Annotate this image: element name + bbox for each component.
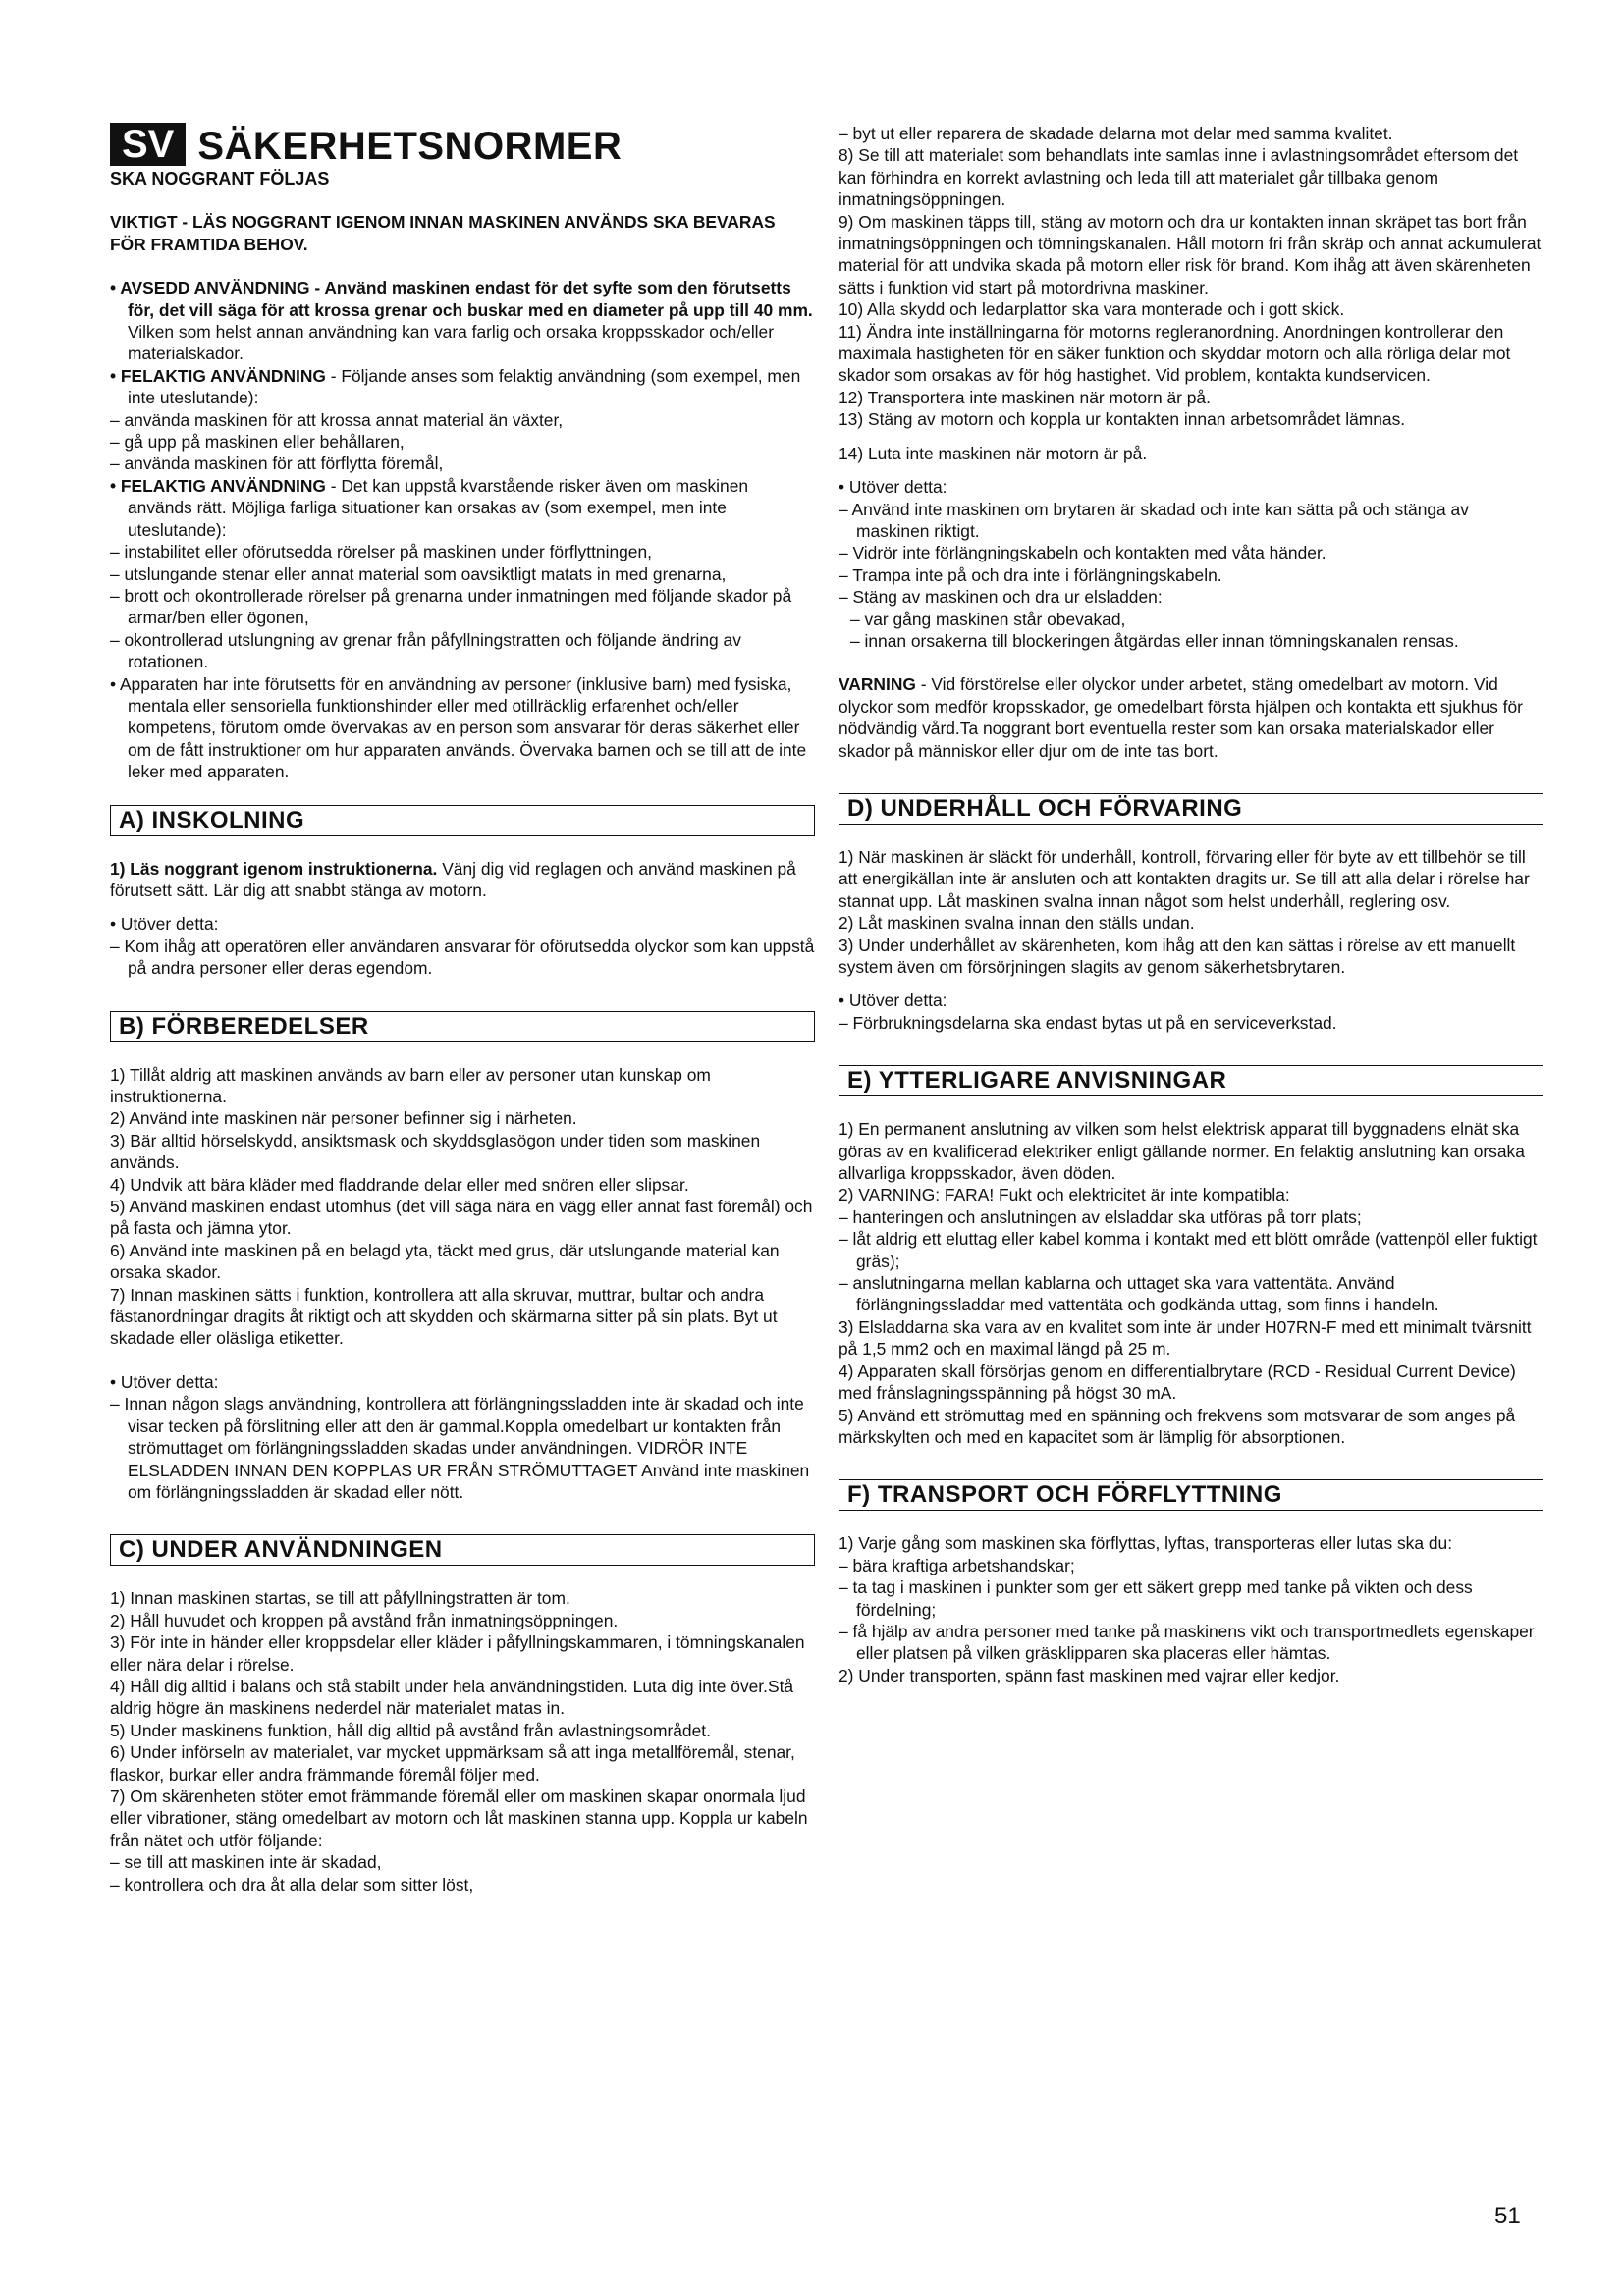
list-item: 14) Luta inte maskinen när motorn är på. (839, 443, 1148, 463)
list-item: 10) Alla skydd och ledarplattor ska vara monterade och i gott skick. (839, 299, 1345, 320)
page-header (110, 123, 815, 166)
persons-notice: • Apparaten har inte förutsetts för en användning av personer (inklusive barn) med fysiska, mentala eller sensoriella funktionshinder eller med otillräcklig erfarenhet och/eller kompetens, förutom omde övervakas av en person som ansvarar för deras säkerhet eller om de fått instruktioner om hur apparaten används. Övervaka barnen och se till att de inte leker med apparaten. (110, 673, 807, 782)
list-item: 5) Använd ett strömuttag med en spänning och frekvens som motsvarar de som anges på märkskylten och med en kapacitet som är lämplig för absorptionen. (839, 1405, 1516, 1447)
list-item: – innan orsakerna till blockeringen åtgärdas eller innan tömningskanalen rensas. (850, 630, 1459, 651)
list-item: 6) Använd inte maskinen på en belagd yta, täckt med grus, där utslungande material kan orsaka skador. (110, 1240, 780, 1283)
list-item: – hanteringen och anslutningen av elsladdar ska utföras på torr plats; (839, 1206, 1362, 1227)
list-item: – Kom ihåg att operatören eller användaren ansvarar för oförutsedda olyckor som kan uppstå på andra personer eller deras egendom. (110, 935, 815, 979)
list-item: 9) Om maskinen täpps till, stäng av motorn och dra ur kontakten innan skräpet tas bort från inmatningsöppningen och tömningskanalen. Håll motorn fri från skräp och annat ackumulerat material för att undvika skada på motorn eller risk för brand. Kom ihåg att även skärenheten sätts i funktion vid start på motordrivna maskiner. (839, 211, 1542, 297)
list-item: 2) Håll huvudet och kroppen på avstånd från inmatningsöppningen. (110, 1610, 619, 1630)
list-item: – se till att maskinen inte är skadad, (110, 1852, 382, 1873)
section-heading-a: A) INSKOLNING (110, 805, 815, 836)
list-item: – ta tag i maskinen i punkter som ger ett säkert grepp med tanke på vikten och dess fördelning; (839, 1577, 1473, 1620)
also-label: • Utöver detta: (839, 477, 947, 498)
list-item: – utslungande stenar eller annat material som oavsiktligt matats in med grenarna, (110, 563, 727, 584)
section-heading-b: B) FÖRBEREDELSER (110, 1011, 815, 1042)
list-item: 7) Innan maskinen sätts i funktion, kontrollera att alla skruvar, muttrar, bultar och andra fästanordningar dragits åt riktigt och att skydden och skärmarna sitter på sin plats. Byt ut skadade eller oläsliga etiketter. (110, 1284, 778, 1349)
list-item: – anslutningarna mellan kablarna och uttaget ska vara vattentäta. Använd förlängningssladdar med vattentäta och godkända uttag, som finns i handeln. (839, 1273, 1439, 1315)
right-column (839, 123, 1543, 1686)
list-item: 3) Under underhållet av skärenheten, kom ihåg att den kan sättas i rörelse av ett manuellt system även om försörjningen slagits av genom säkerhetsbrytaren. (839, 934, 1516, 977)
list-item: 2) Använd inte maskinen när personer befinner sig i närheten. (110, 1108, 577, 1129)
list-item: – få hjälp av andra personer med tanke på maskinens vikt och transportmedlets egenskaper eller platsen på vilken gräsklipparen ska placeras eller hämtas. (839, 1621, 1535, 1664)
section-heading-d: D) UNDERHÅLL OCH FÖRVARING (839, 793, 1543, 825)
list-item: 8) Se till att materialet som behandlats inte samlas inne i avlastningsområdet eftersom det kan förhindra en korrekt avlastning och leda till att materialet går tillbaka genom inmatningsöppningen. (839, 145, 1519, 210)
list-item: 5) Under maskinens funktion, håll dig alltid på avstånd från avlastningsområdet. (110, 1720, 711, 1740)
list-item: – bära kraftiga arbetshandskar; (839, 1555, 1075, 1575)
list-item: – Använd inte maskinen om brytaren är skadad och inte kan sätta på och stänga av maskinen riktigt. (839, 499, 1469, 541)
list-item: 4) Undvik att bära kläder med fladdrande delar eller med snören eller slipsar. (110, 1174, 689, 1195)
list-item: 2) Under transporten, spänn fast maskinen med vajrar eller kedjor. (839, 1665, 1340, 1685)
also-label: • Utöver detta: (839, 990, 947, 1011)
list-item: 1) En permanent anslutning av vilken som helst elektrisk apparat till byggnadens elnät ska göras av en kvalificerad elektriker enligt gällande normer. En felaktig anslutning kan orsaka allvarliga kroppsskador, även döden. (839, 1119, 1525, 1184)
list-item: 3) För inte in händer eller kroppsdelar eller kläder i påfyllningskammaren, i tömningskanalen eller nära delar i rörelse. (110, 1632, 805, 1675)
also-label: • Utöver detta: (110, 914, 219, 934)
list-item: – okontrollerad utslungning av grenar från påfyllningstratten och följande ändring av rotationen. (110, 629, 741, 672)
section-heading-f: F) TRANSPORT OCH FÖRFLYTTNING (839, 1479, 1543, 1511)
list-item: 1) Varje gång som maskinen ska förflyttas, lyftas, transporteras eller lutas ska du: (839, 1533, 1453, 1554)
list-item: – låt aldrig ett eluttag eller kabel komma i kontakt med ett blött område (vattenpöl eller fuktigt gräs); (839, 1229, 1538, 1271)
list-item: – använda maskinen för att förflytta föremål, (110, 454, 444, 474)
list-item: – Stäng av maskinen och dra ur elsladden: (839, 587, 1163, 608)
section-heading-e: E) YTTERLIGARE ANVISNINGAR (839, 1065, 1543, 1096)
list-item: 12) Transportera inte maskinen när motorn är på. (839, 387, 1211, 407)
list-item: 1) Läs noggrant igenom instruktionerna. Vänj dig vid reglagen och använd maskinen på förutsett sätt. Lär dig att snabbt stänga av motorn. (110, 858, 796, 900)
list-item: – brott och okontrollerade rörelser på grenarna under inmatningen med följande skador på armar/ben eller ögonen, (110, 585, 792, 628)
list-item: 3) Elsladdarna ska vara av en kvalitet som inte är under H07RN-F med ett minimalt tvärsnitt på 1,5 mm2 och en maximal längd på 25 m. (839, 1316, 1532, 1360)
list-item: – kontrollera och dra åt alla delar som sitter löst, (110, 1874, 474, 1895)
list-item: 2) VARNING: FARA! Fukt och elektricitet är inte kompatibla: (839, 1185, 1290, 1205)
page-number: 51 (1494, 2203, 1521, 2229)
list-item: 6) Under införseln av materialet, var mycket uppmärksam så att inga metallföremål, stenar, flaskor, burkar eller andra främmande föremål följer med. (110, 1742, 795, 1785)
list-item: 3) Bär alltid hörselskydd, ansiktsmask och skyddsglasögon under tiden som maskinen används. (110, 1130, 761, 1173)
list-item: 1) Innan maskinen startas, se till att påfyllningstratten är tom. (110, 1588, 570, 1609)
language-badge: SV (110, 123, 186, 166)
list-item: – använda maskinen för att krossa annat material än växter, (110, 409, 564, 430)
list-item: 1) Tillåt aldrig att maskinen används av barn eller av personer utan kunskap om instruktionerna. (110, 1064, 711, 1106)
left-column (110, 123, 815, 1896)
intended-use: • AVSEDD ANVÄNDNING - Använd maskinen endast för det syfte som den förutsetts för, det vill säga för att krossa grenar och buskar med en diameter på upp till 40 mm. Vilken som helst annan användning kan vara farlig och orsaka kroppsskador och/eller materialskador. (110, 278, 813, 364)
page-subtitle: SKA NOGGRANT FÖLJAS (110, 169, 330, 188)
important-notice: VIKTIGT - LÄS NOGGRANT IGENOM INNAN MASKINEN ANVÄNDS SKA BEVARAS FÖR FRAMTIDA BEHOV. (110, 212, 776, 254)
also-label: • Utöver detta: (110, 1371, 219, 1392)
list-item: – Vidrör inte förlängningskabeln och kontakten med våta händer. (839, 543, 1326, 563)
list-item: – byt ut eller reparera de skadade delarna mot delar med samma kvalitet. (839, 124, 1393, 143)
list-item: 11) Ändra inte inställningarna för motorns regleranordning. Anordningen kontrollerar den maximala hastigheten för en säker funktion och skyddar motorn och alla rörliga delar mot skador som orsakas av för hög hastighet. Vid problem, kontakta kundservicen. (839, 321, 1511, 386)
list-item: – Trampa inte på och dra inte i förlängningskabeln. (839, 564, 1222, 585)
warning-paragraph: VARNING - Vid förstörelse eller olyckor under arbetet, stäng omedelbart av motorn. Vid olyckor som medför kropsskador, ge omedelbart första hjälpen och kontakta ett sjukhus för nödvändig vård.Ta noggrant bort eventuella rester som kan orsaka materialskador eller skador på människor eller djur om de inte tas bort. (839, 674, 1523, 761)
list-item: 4) Apparaten skall försörjas genom en differentialbrytare (RCD - Residual Current Device) med frånslagningsspänning på högst 30 mA. (839, 1361, 1516, 1404)
list-item: – var gång maskinen står obevakad, (850, 609, 1126, 629)
wrong-use-2: • FELAKTIG ANVÄNDNING - Det kan uppstå kvarstående risker även om maskinen används rätt. Möjliga farliga situationer kan orsakas av (som exempel, men inte uteslutande): (110, 475, 749, 540)
list-item: 7) Om skärenheten stöter emot främmande föremål eller om maskinen skapar onormala ljud eller vibrationer, stäng omedelbart av motorn och låt maskinen stanna upp. Koppla ur kabeln från nätet och utför följande: (110, 1786, 808, 1850)
section-heading-c: C) UNDER ANVÄNDNINGEN (110, 1534, 815, 1566)
wrong-use-1: • FELAKTIG ANVÄNDNING - Följande anses som felaktig användning (som exempel, men inte uteslutande): (110, 365, 801, 408)
page-title: SÄKERHETSNORMER (197, 125, 623, 168)
list-item: – instabilitet eller oförutsedda rörelser på maskinen under förflyttningen, (110, 542, 652, 562)
list-item: – gå upp på maskinen eller behållaren, (110, 432, 405, 453)
list-item: 2) Låt maskinen svalna innan den ställs undan. (839, 913, 1195, 934)
list-item: 1) När maskinen är släckt för underhåll, kontroll, förvaring eller för byte av ett tillbehör se till att energikällan inte är ansluten och att kontakten dragits ur. Se till att alla delar i rörelse har stannat upp. Låt maskinen svalna innan något som helst underhåll, reglering osv. (839, 846, 1530, 911)
list-item: 5) Använd maskinen endast utomhus (det vill säga nära en vägg eller annat fast föremål) och på fasta och jämna ytor. (110, 1197, 813, 1239)
list-item: – Innan någon slags användning, kontrollera att förlängningssladden inte är skadad och inte visar tecken på förslitning eller att den är gammal.Koppla omedelbart ur kontakten från strömuttaget om förlängningssladden skadas under användningen. VIDRÖR INTE ELSLADDEN INNAN DEN KOPPLAS UR FRÅN STRÖMUTTAGET Använd inte maskinen om förlängningssladden är skadad eller nött. (110, 1394, 810, 1502)
list-item: 13) Stäng av motorn och koppla ur kontakten innan arbetsområdet lämnas. (839, 409, 1406, 430)
list-item: 4) Håll dig alltid i balans och stå stabilt under hela användningstiden. Luta dig inte över.Stå aldrig högre än maskinens nederdel när materialet matas in. (110, 1676, 794, 1719)
list-item: – Förbrukningsdelarna ska endast bytas ut på en serviceverkstad. (839, 1012, 1337, 1033)
